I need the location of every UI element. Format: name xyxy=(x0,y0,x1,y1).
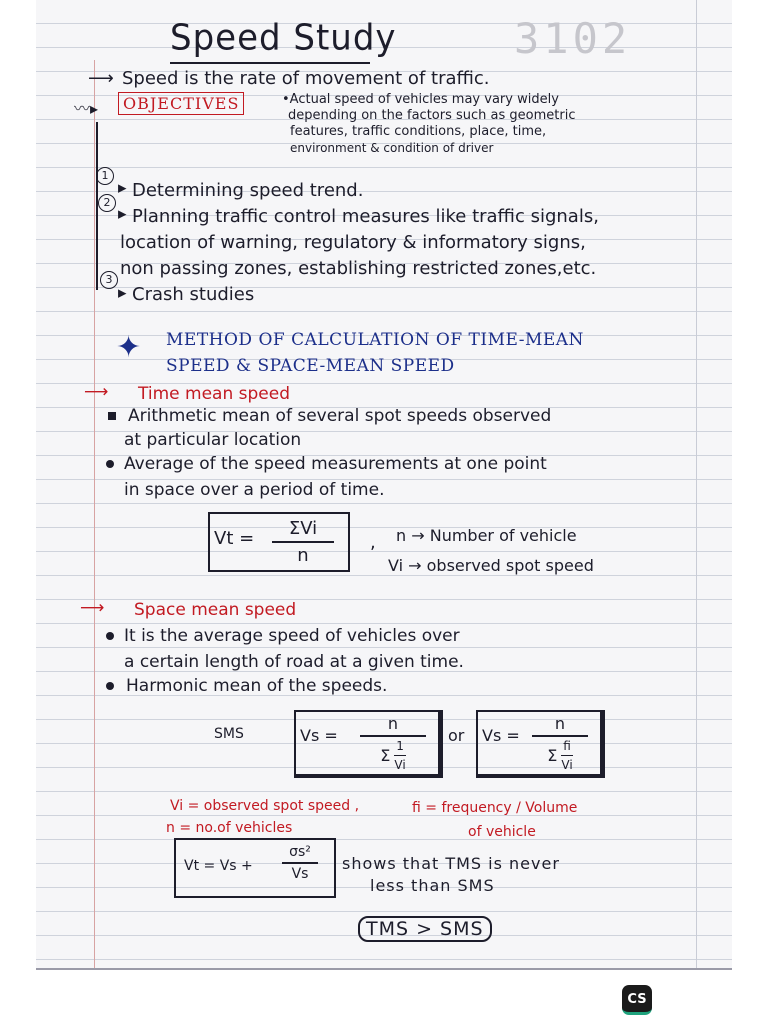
inner-numerator: 1 xyxy=(396,738,404,753)
method-heading-line-1: METHOD OF CALCULATION OF TIME-MEAN xyxy=(166,330,584,350)
tms-def-vi: Vi → observed spot speed xyxy=(388,556,594,575)
relation-numerator: σs² xyxy=(289,844,311,860)
sms-formula-1-fraction xyxy=(360,714,426,772)
fraction-bar xyxy=(561,755,572,757)
bullet-icon xyxy=(108,412,116,420)
arrow-icon: ▸ xyxy=(118,283,127,303)
fraction-bar xyxy=(532,735,588,737)
sms-formula-1-lhs: Vs = xyxy=(300,726,338,745)
inner-fraction xyxy=(561,739,572,773)
margin-line xyxy=(94,60,95,968)
objective-item-1: Determining speed trend. xyxy=(132,180,364,201)
title-underline xyxy=(170,62,370,64)
sigma-symbol: Σ xyxy=(547,745,558,765)
bullet-icon xyxy=(106,460,114,468)
objective-note-line-2: depending on the factors such as geometric xyxy=(288,108,576,123)
sms-formula-2-numerator: n xyxy=(554,714,566,733)
note-fi: fi = frequency / Volume xyxy=(412,800,578,816)
camscanner-logo: CS xyxy=(622,985,652,1015)
inner-fraction xyxy=(394,739,405,773)
tms-heading: Time mean speed xyxy=(138,384,290,404)
arrow-icon: ⟶ xyxy=(84,382,109,402)
relation-text-line-1: shows that TMS is never xyxy=(342,854,560,873)
note-n: n = no.of vehicles xyxy=(166,820,293,836)
fraction-bar xyxy=(272,541,334,543)
objective-item-2-line-1: Planning traffic control measures like traffic signals, xyxy=(132,206,599,227)
fraction-bar xyxy=(360,735,426,737)
arrow-icon: ⟶ xyxy=(88,68,114,89)
tms-formula-numerator: ΣVi xyxy=(288,518,318,539)
relation-denominator: Vs xyxy=(291,865,309,882)
bullet-icon xyxy=(106,632,114,640)
item-number-1: 1 xyxy=(96,167,114,185)
inner-denominator: Vi xyxy=(394,758,406,772)
arrow-icon: ▸ xyxy=(118,178,127,198)
star-bullet-icon: ✦ xyxy=(116,330,142,365)
page-stamp: 3102 xyxy=(514,14,632,63)
definition-text: Speed is the rate of movement of traffic. xyxy=(122,68,490,89)
method-heading-line-2: SPEED & SPACE-MEAN SPEED xyxy=(166,356,455,376)
objective-note-line-1: •Actual speed of vehicles may vary widely xyxy=(282,92,559,107)
item-number-3: 3 xyxy=(100,271,118,289)
conclusion-text: TMS > SMS xyxy=(366,918,484,940)
note-vi: Vi = observed spot speed , xyxy=(170,798,360,814)
objective-item-2-line-3: non passing zones, establishing restricted zones,etc. xyxy=(120,258,597,279)
relation-text-line-2: less than SMS xyxy=(370,876,495,895)
arrow-icon: ⟶ xyxy=(80,598,105,618)
sms-bullet-1-line-2: a certain length of road at a given time. xyxy=(124,652,464,672)
tms-def-n: n → Number of vehicle xyxy=(396,526,577,545)
objectives-label: OBJECTIVES xyxy=(118,92,244,115)
right-margin-line xyxy=(696,0,697,968)
fraction-bar xyxy=(282,862,318,864)
or-text: or xyxy=(448,726,465,745)
tms-bullet-1-line-2: at particular location xyxy=(124,430,302,450)
objective-item-3: Crash studies xyxy=(132,284,255,305)
sms-formula-2-fraction xyxy=(532,714,588,772)
conclusion-box xyxy=(358,916,492,942)
tms-bullet-2-line-1: Average of the speed measurements at one point xyxy=(124,454,547,474)
sms-heading: Space mean speed xyxy=(134,600,297,620)
note-fi-cont: of vehicle xyxy=(468,824,536,840)
fraction-bar xyxy=(394,755,405,757)
relation-lhs: Vt = Vs + xyxy=(184,858,253,874)
sms-bullet-1-line-1: It is the average speed of vehicles over xyxy=(124,626,460,646)
sms-formula-2-denominator xyxy=(547,739,572,773)
objective-note-line-4: environment & condition of driver xyxy=(290,141,494,155)
page-title: Speed Study xyxy=(170,17,397,59)
sms-formula-1-numerator: n xyxy=(387,714,399,733)
tms-formula-fraction xyxy=(272,518,334,566)
tms-formula-lhs: Vt = xyxy=(214,528,255,549)
tms-bullet-1-line-1: Arithmetic mean of several spot speeds observed xyxy=(128,406,552,426)
bullet-icon xyxy=(106,682,114,690)
sms-bullet-2: Harmonic mean of the speeds. xyxy=(126,676,388,696)
relation-fraction xyxy=(282,844,318,882)
tms-formula-denominator: n xyxy=(297,544,309,566)
objective-item-2-line-2: location of warning, regulatory & informatory signs, xyxy=(120,232,586,253)
inner-numerator: fi xyxy=(563,738,571,753)
inner-denominator: Vi xyxy=(561,758,573,772)
sigma-symbol: Σ xyxy=(380,745,391,765)
arrow-icon: ▸ xyxy=(118,204,127,224)
objective-note-line-3: features, traffic conditions, place, time, xyxy=(290,124,547,139)
comma: , xyxy=(370,532,376,553)
sms-formula-2-lhs: Vs = xyxy=(482,726,520,745)
sms-label: SMS xyxy=(214,726,244,742)
squiggle-arrow-icon: 〰▸ xyxy=(74,99,99,118)
item-number-2: 2 xyxy=(98,194,116,212)
tms-bullet-2-line-2: in space over a period of time. xyxy=(124,480,385,500)
sms-formula-1-denominator xyxy=(380,739,405,773)
